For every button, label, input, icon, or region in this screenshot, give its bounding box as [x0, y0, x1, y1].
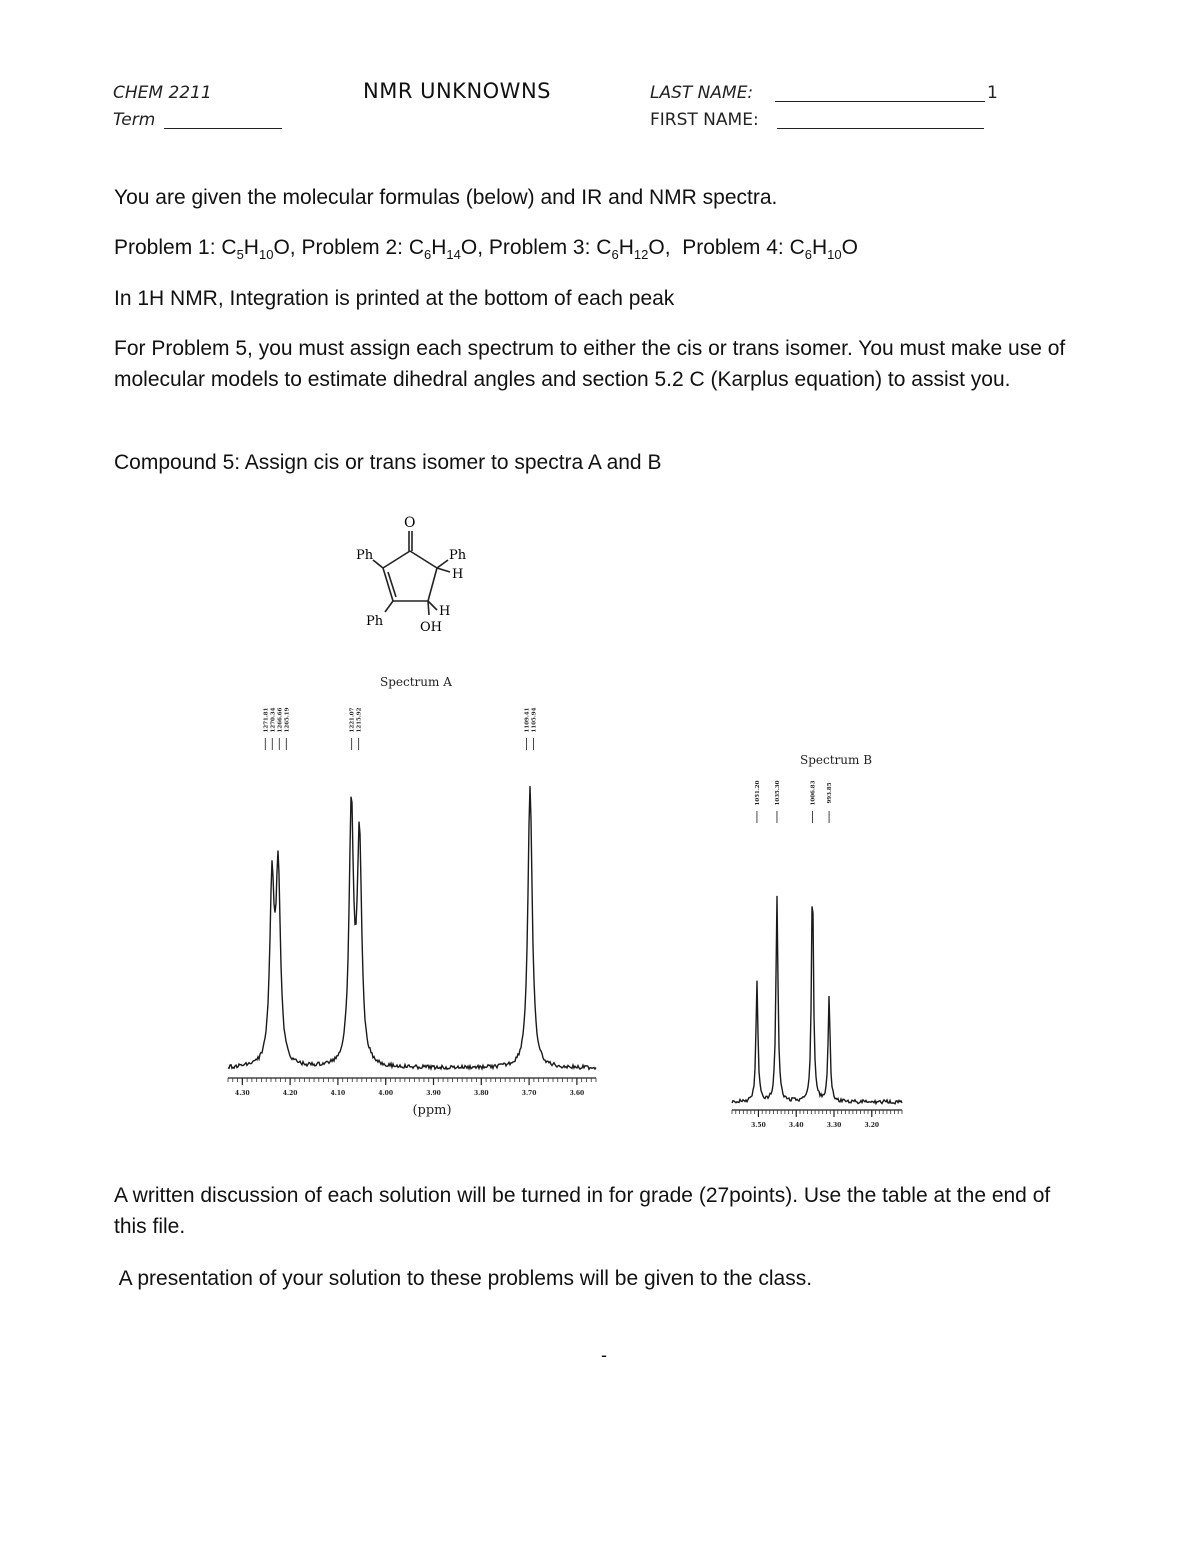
- ph-label-bottom-left: Ph: [366, 614, 384, 629]
- problem5-instructions: For Problem 5, you must assign each spectrum to either the cis or trans isomer. You must make use of molecular models to estimate dihedral angles and section 5.2 C (Karplus equation) to assist you.: [114, 337, 1066, 391]
- peak-frequency-label: 1035.30: [774, 780, 781, 806]
- integration-note: In 1H NMR, Integration is printed at the bottom of each peak: [114, 287, 675, 310]
- h-label-bottom: H: [439, 604, 451, 619]
- spectrum-trace: [732, 896, 902, 1104]
- problem-4-formula: $C_6H_{10}O$: [789, 236, 858, 263]
- oxygen-label: O: [404, 515, 416, 531]
- problem-1-label: Problem 1:: [114, 236, 222, 259]
- tick-label: 4.00: [378, 1090, 394, 1097]
- document-title: NMR UNKNOWNS: [363, 79, 551, 103]
- spectrum-a-chart: [220, 668, 605, 1118]
- tick-label: 3.70: [521, 1090, 537, 1097]
- peak-frequency-label: 1221.07: [349, 707, 356, 733]
- problem-2-label: Problem 2:: [301, 236, 409, 259]
- compound5-structure: [340, 505, 490, 640]
- tick-label: 3.50: [751, 1122, 766, 1129]
- peak-frequency-label: 1271.81: [263, 707, 270, 733]
- footer-mark: -: [601, 1345, 607, 1365]
- first-name-label: FIRST NAME:: [650, 110, 759, 130]
- peak-frequency-label: 1266.66: [277, 707, 284, 733]
- tick-label: 3.20: [864, 1122, 880, 1129]
- problem-3-formula: $C_6H_{12}O$: [596, 236, 665, 263]
- peak-frequency-label: 1270.34: [270, 707, 277, 733]
- x-axis-label: (ppm): [412, 1103, 452, 1118]
- ph-label-top-right: Ph: [449, 548, 467, 563]
- tick-label: 3.40: [788, 1122, 804, 1129]
- tick-label: 3.60: [569, 1090, 585, 1097]
- discussion-paragraph: A written discussion of each solution will be turned in for grade (27points). Use the table at the end of this file.: [114, 1184, 1051, 1238]
- h-label-top: H: [452, 567, 464, 582]
- tick-label: 3.80: [473, 1090, 489, 1097]
- problem-2-formula: $C_6H_{14}O$: [408, 236, 478, 263]
- peak-frequency-label: 1109.41: [524, 707, 531, 733]
- spectrum-b-chart: [720, 745, 910, 1130]
- presentation-paragraph: A presentation of your solution to these problems will be given to the class.: [114, 1267, 813, 1290]
- page-number: 1: [987, 83, 998, 103]
- spectrum-title: Spectrum B: [800, 753, 873, 767]
- term-label: Term: [113, 110, 156, 130]
- ph-label-top-left: Ph: [356, 548, 374, 563]
- peak-frequency-label: 1215.92: [356, 707, 363, 733]
- tick-label: 4.20: [282, 1090, 298, 1097]
- last-name-field[interactable]: [775, 101, 985, 102]
- problems-line: Problem 1: $C_5H_{10}O$, Problem 2: $C_6H_{14}O$, Problem 3: $C_6H_{12}O$, Problem 4: $C_6H_{10}O$: [114, 236, 858, 263]
- tick-label: 3.90: [426, 1090, 441, 1097]
- structure-bonds: [373, 531, 450, 615]
- peak-frequency-label: 1006.83: [810, 780, 817, 806]
- problem-4-label: Problem 4:: [682, 236, 790, 259]
- peak-frequency-label: 1265.19: [284, 707, 291, 733]
- tick-label: 3.30: [826, 1122, 842, 1129]
- peak-frequency-label: 1051.20: [754, 780, 761, 806]
- problem-3-label: Problem 3:: [488, 236, 597, 259]
- problem-1-formula: $C_5H_{10}O$: [221, 236, 290, 263]
- tick-label: 4.10: [330, 1090, 346, 1097]
- last-name-label: LAST NAME:: [650, 83, 754, 103]
- spectrum-trace: [228, 786, 596, 1069]
- intro-paragraph: You are given the molecular formulas (below) and IR and NMR spectra.: [114, 186, 778, 209]
- compound5-instruction: Compound 5: Assign cis or trans isomer to spectra A and B: [114, 451, 662, 474]
- tick-label: 4.30: [235, 1090, 250, 1097]
- term-field[interactable]: [164, 128, 282, 129]
- first-name-field[interactable]: [777, 128, 984, 129]
- peak-frequency-label: 1105.94: [531, 707, 538, 733]
- oh-label: OH: [420, 620, 442, 635]
- spectrum-title: Spectrum A: [380, 675, 452, 689]
- peak-frequency-label: 993.85: [827, 782, 834, 804]
- course-code: CHEM 2211: [113, 83, 212, 103]
